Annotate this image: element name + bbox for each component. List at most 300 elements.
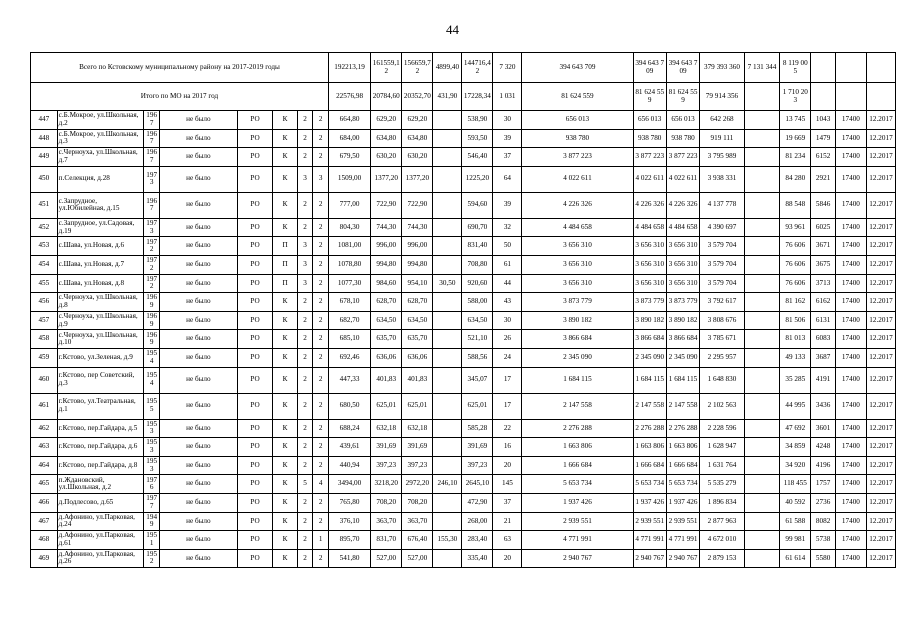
cost-cell: 2 345 090: [633, 348, 666, 367]
cost-cell: 93 961: [780, 218, 811, 237]
residents-cell: 17: [493, 367, 522, 393]
cost-cell: 84 280: [780, 166, 811, 192]
total-cell: 1 710 203: [780, 83, 811, 111]
wall-material-cell: РО: [237, 549, 273, 568]
residents-cell: 22: [493, 419, 522, 438]
max-unit-cost-cell: 17400: [835, 456, 866, 475]
build-year-cell: 1949: [144, 512, 160, 531]
premises-area-cell: 1377,20: [371, 166, 402, 192]
max-unit-cost-cell: 17400: [835, 166, 866, 192]
wall-material-cell: РО: [237, 493, 273, 512]
total-cell: [744, 83, 780, 111]
common-area-cell: 708,80: [462, 255, 493, 274]
cost-cell: 81 506: [780, 311, 811, 330]
floors-cell: 3: [297, 255, 313, 274]
premises-area-cell: 831,70: [371, 531, 402, 550]
build-year-cell: 1967: [144, 111, 160, 130]
residential-area-cell: 954,10: [402, 274, 433, 293]
floors-cell: 3: [297, 166, 313, 192]
unit-cost-cell: 5580: [811, 549, 835, 568]
common-area-cell: 1225,20: [462, 166, 493, 192]
floors-cell: 2: [297, 148, 313, 167]
roof-type-cell: К: [273, 330, 297, 349]
common-area-cell: 588,00: [462, 293, 493, 312]
total-area-cell: 680,50: [328, 393, 370, 419]
cost-cell: 1 684 115: [633, 367, 666, 393]
residential-area-cell: 363,70: [402, 512, 433, 531]
row-number: 467: [31, 512, 58, 531]
unit-cost-cell: 3687: [811, 348, 835, 367]
wall-material-cell: РО: [237, 293, 273, 312]
residential-area-cell: 630,20: [402, 148, 433, 167]
row-number: 468: [31, 531, 58, 550]
entrances-cell: 2: [313, 111, 329, 130]
repair-year-cell: не было: [159, 330, 237, 349]
nonresidential-area-cell: [433, 255, 462, 274]
residential-area-cell: 1377,20: [402, 166, 433, 192]
unit-cost-cell: 6152: [811, 148, 835, 167]
build-year-cell: 1973: [144, 166, 160, 192]
common-area-cell: 391,69: [462, 438, 493, 457]
residents-cell: 37: [493, 148, 522, 167]
residential-area-cell: 708,20: [402, 493, 433, 512]
total-cost-cell: 2 276 288: [522, 419, 633, 438]
nonresidential-area-cell: 246,10: [433, 475, 462, 494]
max-unit-cost-cell: 17400: [835, 493, 866, 512]
completion-date-cell: 12.2017: [866, 255, 895, 274]
roof-type-cell: К: [273, 531, 297, 550]
cost-cell: [744, 393, 780, 419]
cost-cell: 4 771 991: [633, 531, 666, 550]
floors-cell: 2: [297, 218, 313, 237]
cost-cell: 3 656 310: [633, 274, 666, 293]
page-number: 44: [446, 22, 459, 37]
common-area-cell: 268,00: [462, 512, 493, 531]
entrances-cell: 2: [313, 129, 329, 148]
residential-area-cell: 676,40: [402, 531, 433, 550]
common-area-cell: 283,40: [462, 531, 493, 550]
build-year-cell: 1967: [144, 192, 160, 218]
address-cell: г.Кстово, ул.Театральная, д.1: [57, 393, 144, 419]
entrances-cell: 2: [313, 237, 329, 256]
housing-register-table: [30, 52, 896, 568]
cost-cell: [744, 166, 780, 192]
residents-cell: 20: [493, 456, 522, 475]
wall-material-cell: РО: [237, 237, 273, 256]
entrances-cell: 2: [313, 148, 329, 167]
wall-material-cell: РО: [237, 255, 273, 274]
residential-area-cell: 744,30: [402, 218, 433, 237]
wall-material-cell: РО: [237, 438, 273, 457]
entrances-cell: 2: [313, 419, 329, 438]
table-row: [31, 311, 896, 330]
total-cost-cell: 2 147 558: [522, 393, 633, 419]
common-area-cell: 472,90: [462, 493, 493, 512]
roof-type-cell: К: [273, 348, 297, 367]
nonresidential-area-cell: [433, 311, 462, 330]
repair-year-cell: не было: [159, 512, 237, 531]
wall-material-cell: РО: [237, 367, 273, 393]
total-cell: 79 914 356: [700, 83, 744, 111]
total-area-cell: 1077,30: [328, 274, 370, 293]
premises-area-cell: 994,80: [371, 255, 402, 274]
cost-cell: 1 937 426: [633, 493, 666, 512]
entrances-cell: 2: [313, 367, 329, 393]
address-cell: п.Ждановский, ул.Школьная, д.2: [57, 475, 144, 494]
row-number: 460: [31, 367, 58, 393]
table-row: [31, 549, 896, 568]
entrances-cell: 4: [313, 475, 329, 494]
cost-cell: 4 137 778: [700, 192, 744, 218]
repair-year-cell: не было: [159, 549, 237, 568]
total-cost-cell: 3 890 182: [522, 311, 633, 330]
entrances-cell: 2: [313, 393, 329, 419]
total-cost-cell: 3 656 310: [522, 255, 633, 274]
cost-cell: 19 669: [780, 129, 811, 148]
total-cost-cell: 4 226 326: [522, 192, 633, 218]
cost-cell: 44 995: [780, 393, 811, 419]
cost-cell: [744, 493, 780, 512]
cost-cell: 2 147 558: [633, 393, 666, 419]
completion-date-cell: 12.2017: [866, 111, 895, 130]
row-number: 450: [31, 166, 58, 192]
total-cell: [835, 83, 866, 111]
completion-date-cell: 12.2017: [866, 218, 895, 237]
cost-cell: 3 877 223: [666, 148, 699, 167]
entrances-cell: 2: [313, 493, 329, 512]
floors-cell: 2: [297, 438, 313, 457]
max-unit-cost-cell: 17400: [835, 512, 866, 531]
unit-cost-cell: 4191: [811, 367, 835, 393]
table-row: [31, 192, 896, 218]
total-cell: 144716,42: [462, 53, 493, 83]
residents-cell: 17: [493, 393, 522, 419]
row-number: 462: [31, 419, 58, 438]
cost-cell: 4 771 991: [666, 531, 699, 550]
residential-area-cell: 632,18: [402, 419, 433, 438]
unit-cost-cell: 5846: [811, 192, 835, 218]
total-area-cell: 3494,00: [328, 475, 370, 494]
total-cost-cell: 1 937 426: [522, 493, 633, 512]
premises-area-cell: 630,20: [371, 148, 402, 167]
total-area-cell: 541,80: [328, 549, 370, 568]
total-area-cell: 1078,80: [328, 255, 370, 274]
cost-cell: 1 896 834: [700, 493, 744, 512]
cost-cell: 2 879 153: [700, 549, 744, 568]
roof-type-cell: К: [273, 129, 297, 148]
repair-year-cell: не было: [159, 311, 237, 330]
max-unit-cost-cell: 17400: [835, 293, 866, 312]
repair-year-cell: не было: [159, 192, 237, 218]
cost-cell: 4 022 611: [666, 166, 699, 192]
total-cost-cell: 3 877 223: [522, 148, 633, 167]
common-area-cell: 594,60: [462, 192, 493, 218]
cost-cell: [744, 456, 780, 475]
cost-cell: 3 785 671: [700, 330, 744, 349]
completion-date-cell: 12.2017: [866, 475, 895, 494]
nonresidential-area-cell: 155,30: [433, 531, 462, 550]
residential-area-cell: 634,80: [402, 129, 433, 148]
entrances-cell: 2: [313, 218, 329, 237]
total-cell: 7 320: [493, 53, 522, 83]
max-unit-cost-cell: 17400: [835, 475, 866, 494]
address-cell: с.Шава, ул.Новая, д.7: [57, 255, 144, 274]
cost-cell: [744, 419, 780, 438]
total-cost-cell: 938 780: [522, 129, 633, 148]
unit-cost-cell: 1479: [811, 129, 835, 148]
table-row: [31, 293, 896, 312]
unit-cost-cell: 2736: [811, 493, 835, 512]
total-area-cell: 439,61: [328, 438, 370, 457]
completion-date-cell: 12.2017: [866, 456, 895, 475]
cost-cell: 4 484 658: [666, 218, 699, 237]
cost-cell: [744, 531, 780, 550]
residents-cell: 39: [493, 129, 522, 148]
total-area-cell: 440,94: [328, 456, 370, 475]
row-number: 465: [31, 475, 58, 494]
total-area-cell: 679,50: [328, 148, 370, 167]
cost-cell: 1 628 947: [700, 438, 744, 457]
entrances-cell: 3: [313, 166, 329, 192]
residents-cell: 37: [493, 493, 522, 512]
cost-cell: 3 579 704: [700, 237, 744, 256]
residents-cell: 64: [493, 166, 522, 192]
cost-cell: 13 745: [780, 111, 811, 130]
repair-year-cell: не было: [159, 367, 237, 393]
residential-area-cell: 634,50: [402, 311, 433, 330]
cost-cell: 76 606: [780, 237, 811, 256]
premises-area-cell: 401,83: [371, 367, 402, 393]
build-year-cell: 1976: [144, 475, 160, 494]
table-row: [31, 148, 896, 167]
cost-cell: [744, 293, 780, 312]
nonresidential-area-cell: [433, 438, 462, 457]
common-area-cell: 690,70: [462, 218, 493, 237]
table-row: [31, 393, 896, 419]
entrances-cell: 2: [313, 438, 329, 457]
floors-cell: 5: [297, 475, 313, 494]
build-year-cell: 1953: [144, 419, 160, 438]
roof-type-cell: К: [273, 367, 297, 393]
residents-cell: 43: [493, 293, 522, 312]
unit-cost-cell: 2921: [811, 166, 835, 192]
total-cell: 1 031: [493, 83, 522, 111]
total-area-cell: 1509,00: [328, 166, 370, 192]
completion-date-cell: 12.2017: [866, 419, 895, 438]
cost-cell: [744, 367, 780, 393]
row-number: 464: [31, 456, 58, 475]
wall-material-cell: РО: [237, 218, 273, 237]
wall-material-cell: РО: [237, 456, 273, 475]
roof-type-cell: К: [273, 549, 297, 568]
cost-cell: 4 672 010: [700, 531, 744, 550]
nonresidential-area-cell: 30,50: [433, 274, 462, 293]
roof-type-cell: П: [273, 255, 297, 274]
build-year-cell: 1967: [144, 129, 160, 148]
cost-cell: 3 866 684: [633, 330, 666, 349]
roof-type-cell: К: [273, 493, 297, 512]
wall-material-cell: РО: [237, 274, 273, 293]
cost-cell: 642 268: [700, 111, 744, 130]
row-number: 469: [31, 549, 58, 568]
floors-cell: 3: [297, 237, 313, 256]
cost-cell: 656 013: [666, 111, 699, 130]
total-area-cell: 376,10: [328, 512, 370, 531]
repair-year-cell: не было: [159, 111, 237, 130]
residential-area-cell: 391,69: [402, 438, 433, 457]
roof-type-cell: П: [273, 237, 297, 256]
row-number: 449: [31, 148, 58, 167]
common-area-cell: 588,56: [462, 348, 493, 367]
build-year-cell: 1954: [144, 348, 160, 367]
wall-material-cell: РО: [237, 311, 273, 330]
address-cell: д.Афонино, ул.Парковая, д.26: [57, 549, 144, 568]
total-area-cell: 664,80: [328, 111, 370, 130]
total-area-cell: 685,10: [328, 330, 370, 349]
table-row: [31, 274, 896, 293]
max-unit-cost-cell: 17400: [835, 148, 866, 167]
cost-cell: 61 614: [780, 549, 811, 568]
residents-cell: 16: [493, 438, 522, 457]
total-cost-cell: 2 345 090: [522, 348, 633, 367]
max-unit-cost-cell: 17400: [835, 274, 866, 293]
cost-cell: 3 656 310: [666, 237, 699, 256]
roof-type-cell: П: [273, 274, 297, 293]
common-area-cell: 2645,10: [462, 475, 493, 494]
total-label: Итого по МО на 2017 год: [31, 83, 329, 111]
max-unit-cost-cell: 17400: [835, 129, 866, 148]
total-cost-cell: 2 940 767: [522, 549, 633, 568]
roof-type-cell: К: [273, 456, 297, 475]
address-cell: с.Черноуха, ул.Школьная, д.7: [57, 148, 144, 167]
cost-cell: 88 548: [780, 192, 811, 218]
repair-year-cell: не было: [159, 531, 237, 550]
nonresidential-area-cell: [433, 393, 462, 419]
residential-area-cell: 629,20: [402, 111, 433, 130]
cost-cell: 1 684 115: [666, 367, 699, 393]
total-row-mo-2017: [31, 83, 896, 111]
cost-cell: 2 276 288: [666, 419, 699, 438]
premises-area-cell: 3218,20: [371, 475, 402, 494]
cost-cell: 4 390 697: [700, 218, 744, 237]
completion-date-cell: 12.2017: [866, 493, 895, 512]
nonresidential-area-cell: [433, 493, 462, 512]
cost-cell: 5 535 279: [700, 475, 744, 494]
completion-date-cell: 12.2017: [866, 438, 895, 457]
nonresidential-area-cell: [433, 512, 462, 531]
cost-cell: [744, 111, 780, 130]
cost-cell: 2 939 551: [633, 512, 666, 531]
max-unit-cost-cell: 17400: [835, 438, 866, 457]
floors-cell: 2: [297, 549, 313, 568]
row-number: 456: [31, 293, 58, 312]
row-number: 452: [31, 218, 58, 237]
cost-cell: 61 588: [780, 512, 811, 531]
total-cell: 394 643 709: [633, 53, 666, 83]
common-area-cell: 397,23: [462, 456, 493, 475]
cost-cell: 40 592: [780, 493, 811, 512]
residential-area-cell: 625,01: [402, 393, 433, 419]
roof-type-cell: К: [273, 438, 297, 457]
cost-cell: 81 162: [780, 293, 811, 312]
cost-cell: 4 226 326: [633, 192, 666, 218]
premises-area-cell: 634,50: [371, 311, 402, 330]
table-row: [31, 419, 896, 438]
wall-material-cell: РО: [237, 475, 273, 494]
total-cell: 431,90: [433, 83, 462, 111]
max-unit-cost-cell: 17400: [835, 367, 866, 393]
cost-cell: [744, 311, 780, 330]
cost-cell: 1 663 806: [633, 438, 666, 457]
entrances-cell: 2: [313, 311, 329, 330]
premises-area-cell: 625,01: [371, 393, 402, 419]
cost-cell: [744, 512, 780, 531]
unit-cost-cell: 4196: [811, 456, 835, 475]
row-number: 447: [31, 111, 58, 130]
build-year-cell: 1972: [144, 255, 160, 274]
roof-type-cell: К: [273, 419, 297, 438]
entrances-cell: 1: [313, 531, 329, 550]
unit-cost-cell: 3436: [811, 393, 835, 419]
cost-cell: 1 663 806: [666, 438, 699, 457]
premises-area-cell: 996,00: [371, 237, 402, 256]
repair-year-cell: не было: [159, 255, 237, 274]
cost-cell: 1 937 426: [666, 493, 699, 512]
cost-cell: [744, 148, 780, 167]
cost-cell: [744, 438, 780, 457]
residents-cell: 30: [493, 311, 522, 330]
common-area-cell: 546,40: [462, 148, 493, 167]
floors-cell: 2: [297, 293, 313, 312]
total-cost-cell: 3 866 684: [522, 330, 633, 349]
wall-material-cell: РО: [237, 512, 273, 531]
build-year-cell: 1955: [144, 393, 160, 419]
floors-cell: 2: [297, 192, 313, 218]
residents-cell: 26: [493, 330, 522, 349]
cost-cell: 1 631 764: [700, 456, 744, 475]
cost-cell: 3 890 182: [633, 311, 666, 330]
address-cell: г.Кстово, пер Советский, д.3: [57, 367, 144, 393]
repair-year-cell: не было: [159, 129, 237, 148]
cost-cell: 47 692: [780, 419, 811, 438]
cost-cell: 76 606: [780, 255, 811, 274]
nonresidential-area-cell: [433, 166, 462, 192]
entrances-cell: 2: [313, 348, 329, 367]
cost-cell: [744, 255, 780, 274]
row-number: 455: [31, 274, 58, 293]
residential-area-cell: 628,70: [402, 293, 433, 312]
max-unit-cost-cell: 17400: [835, 237, 866, 256]
floors-cell: 2: [297, 129, 313, 148]
table-row: [31, 512, 896, 531]
nonresidential-area-cell: [433, 419, 462, 438]
floors-cell: 2: [297, 419, 313, 438]
max-unit-cost-cell: 17400: [835, 311, 866, 330]
cost-cell: 4 484 658: [633, 218, 666, 237]
residential-area-cell: 635,70: [402, 330, 433, 349]
cost-cell: 3 656 310: [666, 255, 699, 274]
unit-cost-cell: 3671: [811, 237, 835, 256]
address-cell: с.Б.Мокрое, ул.Школьная, д.2: [57, 111, 144, 130]
cost-cell: 118 455: [780, 475, 811, 494]
floors-cell: 2: [297, 348, 313, 367]
wall-material-cell: РО: [237, 348, 273, 367]
unit-cost-cell: 6162: [811, 293, 835, 312]
wall-material-cell: РО: [237, 330, 273, 349]
roof-type-cell: К: [273, 512, 297, 531]
completion-date-cell: 12.2017: [866, 330, 895, 349]
premises-area-cell: 635,70: [371, 330, 402, 349]
